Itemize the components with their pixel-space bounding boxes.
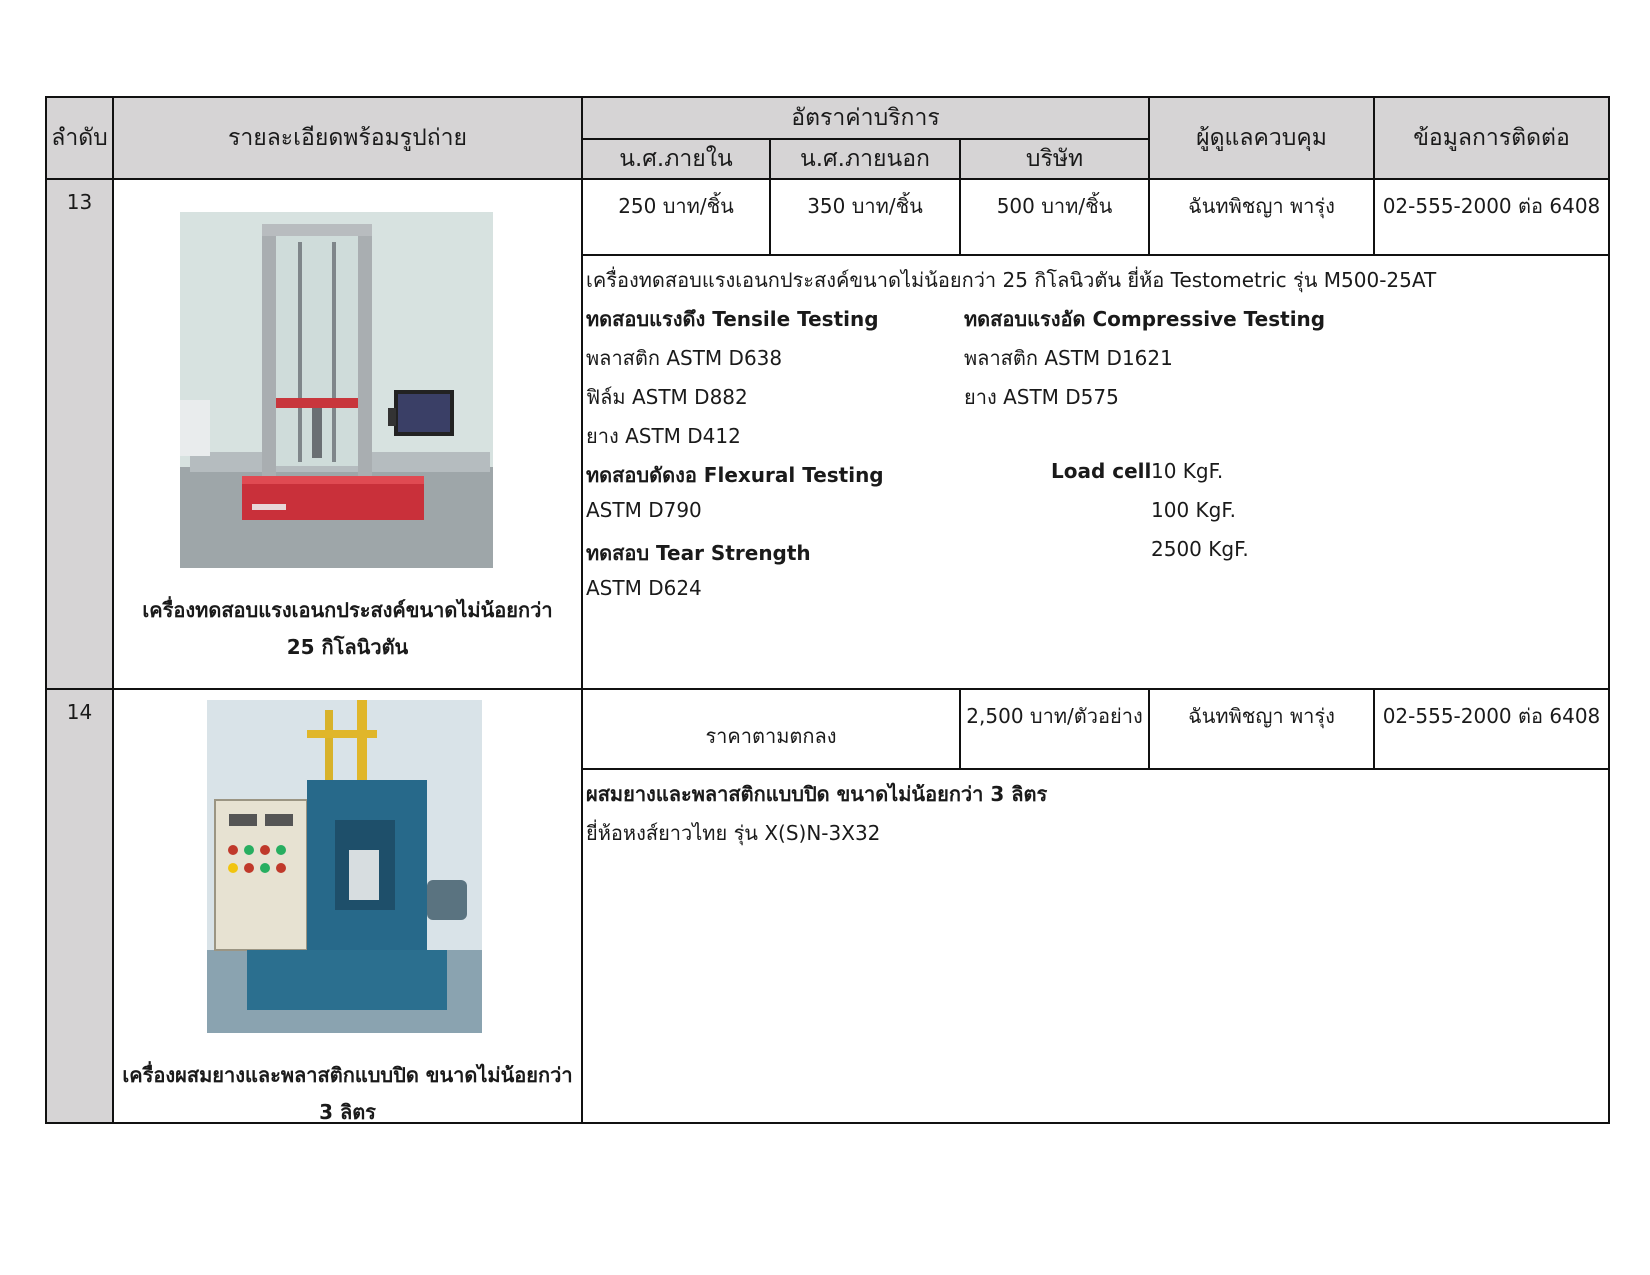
mixer-photo	[207, 700, 482, 1033]
caption-line: 25 กิโลนิวตัน	[286, 635, 409, 659]
service-rate-table	[45, 96, 1610, 1124]
compressive-title: ทดสอบแรงอัด Compressive Testing	[964, 307, 1326, 331]
header-rate-group: อัตราค่าบริการ	[582, 97, 1149, 139]
photo-cell	[113, 689, 582, 1123]
tear-item: ASTM D624	[586, 576, 702, 600]
tensile-item: ยาง ASTM D412	[586, 424, 741, 448]
tensile-item: ฟิล์ม ASTM D882	[586, 385, 748, 409]
header-contact: ข้อมูลการติดต่อ	[1374, 97, 1609, 179]
loadcell-value: 100 KgF.	[1151, 498, 1236, 522]
header-rate-company: บริษัท	[960, 139, 1149, 179]
compressive-item: พลาสติก ASTM D1621	[964, 346, 1173, 370]
header-no: ลำดับ	[46, 97, 113, 179]
tensile-title: ทดสอบแรงดึง Tensile Testing	[586, 307, 879, 331]
supervisor: ฉันทพิชญา พารุ่ง	[1149, 689, 1374, 769]
header-supervisor: ผู้ดูแลควบคุม	[1149, 97, 1374, 179]
rate-student: ราคาตามตกลง	[582, 689, 960, 769]
table-row	[46, 689, 1609, 769]
row-number: 13	[46, 179, 113, 689]
header-rate-external: น.ศ.ภายนอก	[770, 139, 960, 179]
rate-company: 2,500 บาท/ตัวอย่าง	[960, 689, 1149, 769]
caption-line: 3 ลิตร	[319, 1100, 376, 1124]
rate-internal: 250 บาท/ชิ้น	[582, 179, 770, 255]
caption-line: เครื่องผสมยางและพลาสติกแบบปิด ขนาดไม่น้อยกว่า	[122, 1063, 573, 1087]
rate-external: 350 บาท/ชิ้น	[770, 179, 960, 255]
flexural-item: ASTM D790	[586, 498, 702, 522]
tensile-tester-photo	[180, 212, 493, 568]
detail-brand: ยี่ห้อหงส์ยาวไทย รุ่น X(S)N-3X32	[586, 821, 881, 845]
header-rate-internal: น.ศ.ภายใน	[582, 139, 770, 179]
service-rate-document	[45, 96, 1608, 1124]
detail-description: เครื่องทดสอบแรงเอนกประสงค์ขนาดไม่น้อยกว่า 25 กิโลนิวตัน ยี่ห้อ Testometric รุ่น M500-25AT	[586, 268, 1437, 292]
detail-title: ผสมยางและพลาสติกแบบปิด ขนาดไม่น้อยกว่า 3 ลิตร	[586, 782, 1048, 806]
tear-title: ทดสอบ Tear Strength	[586, 541, 811, 565]
tensile-item: พลาสติก ASTM D638	[586, 346, 783, 370]
equipment-caption	[114, 592, 581, 666]
photo-cell	[113, 179, 582, 689]
row-number: 14	[46, 689, 113, 1123]
equipment-caption	[114, 1057, 581, 1131]
equipment-detail	[582, 255, 1609, 689]
caption-line: เครื่องทดสอบแรงเอนกประสงค์ขนาดไม่น้อยกว่า	[142, 598, 553, 622]
contact: 02-555-2000 ต่อ 6408	[1374, 689, 1609, 769]
rate-company: 500 บาท/ชิ้น	[960, 179, 1149, 255]
equipment-detail	[582, 769, 1609, 1123]
loadcell-label: Load cell	[1051, 459, 1152, 483]
header-details: รายละเอียดพร้อมรูปถ่าย	[113, 97, 582, 179]
table-row	[46, 179, 1609, 255]
flexural-title: ทดสอบดัดงอ Flexural Testing	[586, 463, 884, 487]
loadcell-value: 10 KgF.	[1151, 459, 1224, 483]
loadcell-value: 2500 KgF.	[1151, 537, 1249, 561]
compressive-item: ยาง ASTM D575	[964, 385, 1119, 409]
contact: 02-555-2000 ต่อ 6408	[1374, 179, 1609, 255]
supervisor: ฉันทพิชญา พารุ่ง	[1149, 179, 1374, 255]
